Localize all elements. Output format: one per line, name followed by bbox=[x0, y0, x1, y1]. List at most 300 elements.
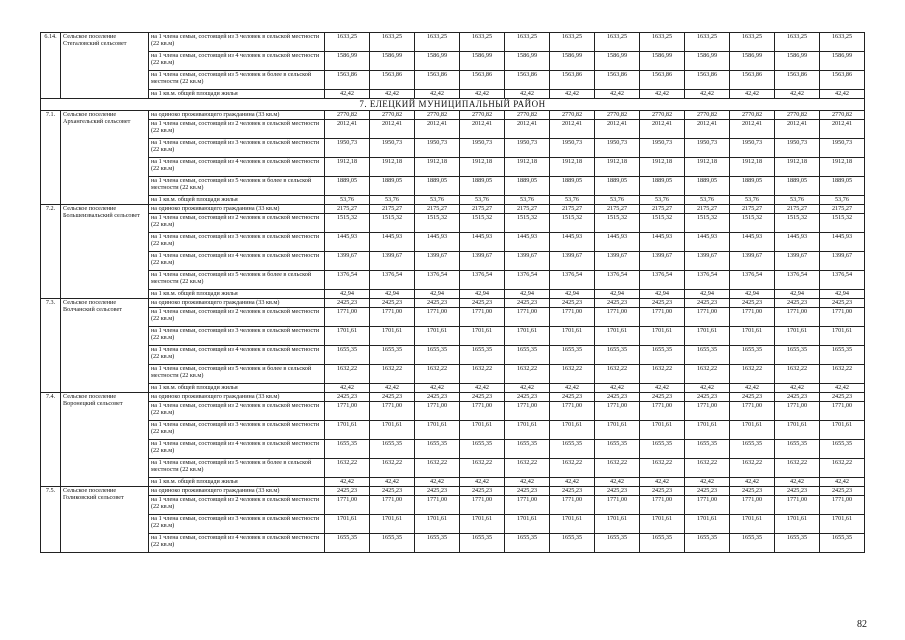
cost-value: 1771,00 bbox=[460, 308, 505, 327]
cost-value: 1655,35 bbox=[415, 534, 460, 553]
cost-value: 2425,23 bbox=[325, 299, 370, 308]
cost-value: 1633,25 bbox=[370, 33, 415, 52]
cost-value: 2425,23 bbox=[775, 487, 820, 496]
settlement-code: 7.1. bbox=[41, 111, 61, 205]
cost-value: 1701,61 bbox=[505, 515, 550, 534]
cost-value: 1586,99 bbox=[730, 52, 775, 71]
cost-value: 2770,82 bbox=[550, 111, 595, 120]
cost-value: 1701,61 bbox=[685, 421, 730, 440]
cost-value: 42,94 bbox=[550, 290, 595, 299]
cost-value: 1771,00 bbox=[685, 496, 730, 515]
cost-value: 1771,00 bbox=[415, 402, 460, 421]
cost-value: 2425,23 bbox=[370, 393, 415, 402]
cost-value: 42,42 bbox=[370, 384, 415, 393]
cost-value: 1771,00 bbox=[370, 402, 415, 421]
cost-value: 1655,35 bbox=[730, 346, 775, 365]
cost-value: 1376,54 bbox=[505, 271, 550, 290]
cost-value: 1912,18 bbox=[550, 158, 595, 177]
cost-value: 2175,27 bbox=[820, 205, 865, 214]
cost-value: 1655,35 bbox=[730, 440, 775, 459]
cost-value: 2770,82 bbox=[505, 111, 550, 120]
cost-value: 1632,22 bbox=[550, 459, 595, 478]
norm-description: на 1 члена семьи, состоящей из 2 человек в сельской местности (22 кв.м) bbox=[149, 214, 325, 233]
table-row bbox=[41, 393, 865, 402]
cost-value: 1889,05 bbox=[505, 177, 550, 196]
cost-value: 42,42 bbox=[595, 90, 640, 99]
cost-value: 1563,86 bbox=[595, 71, 640, 90]
cost-value: 1912,18 bbox=[595, 158, 640, 177]
cost-value: 1655,35 bbox=[460, 440, 505, 459]
cost-value: 2770,82 bbox=[370, 111, 415, 120]
cost-value: 42,42 bbox=[775, 90, 820, 99]
cost-value: 53,76 bbox=[370, 196, 415, 205]
cost-value: 1771,00 bbox=[370, 308, 415, 327]
settlement-code: 6.14. bbox=[41, 33, 61, 99]
table-row bbox=[41, 158, 865, 177]
cost-value: 2425,23 bbox=[505, 299, 550, 308]
cost-value: 42,42 bbox=[460, 384, 505, 393]
cost-value: 2425,23 bbox=[640, 393, 685, 402]
cost-value: 53,76 bbox=[595, 196, 640, 205]
cost-value: 42,42 bbox=[820, 384, 865, 393]
cost-value: 1950,73 bbox=[505, 139, 550, 158]
cost-value: 1655,35 bbox=[820, 534, 865, 553]
cost-value: 1376,54 bbox=[415, 271, 460, 290]
cost-value: 1563,86 bbox=[505, 71, 550, 90]
cost-value: 1586,99 bbox=[640, 52, 685, 71]
cost-value: 1889,05 bbox=[460, 177, 505, 196]
cost-value: 1655,35 bbox=[415, 440, 460, 459]
cost-value: 1655,35 bbox=[325, 534, 370, 553]
norm-description: на 1 члена семьи, состоящей из 3 человек в сельской местности (22 кв.м) bbox=[149, 421, 325, 440]
settlement-code: 7.3. bbox=[41, 299, 61, 393]
section-title: 7. ЕЛЕЦКИЙ МУНИЦИПАЛЬНЫЙ РАЙОН bbox=[41, 99, 865, 111]
table-row bbox=[41, 139, 865, 158]
cost-value: 1771,00 bbox=[505, 308, 550, 327]
cost-value: 42,94 bbox=[640, 290, 685, 299]
table-row bbox=[41, 71, 865, 90]
norm-description: на 1 члена семьи, состоящей из 3 человек в сельской местности (22 кв.м) bbox=[149, 33, 325, 52]
cost-value: 1771,00 bbox=[730, 496, 775, 515]
cost-value: 1632,22 bbox=[730, 365, 775, 384]
cost-value: 1655,35 bbox=[460, 346, 505, 365]
cost-value: 1399,67 bbox=[775, 252, 820, 271]
cost-value: 42,42 bbox=[640, 478, 685, 487]
settlement-code: 7.2. bbox=[41, 205, 61, 299]
norm-description: на 1 члена семьи, состоящей из 4 человек в сельской местности (22 кв.м) bbox=[149, 534, 325, 553]
settlement-code: 7.4. bbox=[41, 393, 61, 487]
cost-value: 2012,41 bbox=[550, 120, 595, 139]
cost-value: 1701,61 bbox=[595, 327, 640, 346]
cost-value: 1701,61 bbox=[550, 421, 595, 440]
cost-value: 2425,23 bbox=[730, 299, 775, 308]
cost-value: 1771,00 bbox=[820, 308, 865, 327]
cost-value: 42,42 bbox=[820, 478, 865, 487]
table-row bbox=[41, 177, 865, 196]
cost-value: 1701,61 bbox=[460, 327, 505, 346]
cost-value: 1586,99 bbox=[550, 52, 595, 71]
cost-value: 1701,61 bbox=[325, 515, 370, 534]
settlement-name: Сельское поселение Волчанский сельсовет bbox=[61, 299, 149, 393]
cost-value: 1701,61 bbox=[550, 327, 595, 346]
cost-value: 2012,41 bbox=[595, 120, 640, 139]
cost-value: 1701,61 bbox=[595, 421, 640, 440]
cost-value: 42,94 bbox=[370, 290, 415, 299]
norm-description: на 1 члена семьи, состоящей из 2 человек в сельской местности (22 кв.м) bbox=[149, 402, 325, 421]
settlement-name: Сельское поселение Архангельский сельсовет bbox=[61, 111, 149, 205]
cost-value: 1445,93 bbox=[685, 233, 730, 252]
cost-value: 1399,67 bbox=[460, 252, 505, 271]
table-row bbox=[41, 365, 865, 384]
cost-value: 1655,35 bbox=[505, 346, 550, 365]
cost-value: 2425,23 bbox=[415, 487, 460, 496]
cost-value: 1701,61 bbox=[775, 421, 820, 440]
cost-value: 42,94 bbox=[730, 290, 775, 299]
cost-value: 1912,18 bbox=[820, 158, 865, 177]
cost-value: 1701,61 bbox=[820, 515, 865, 534]
cost-value: 1771,00 bbox=[640, 496, 685, 515]
cost-value: 1771,00 bbox=[550, 402, 595, 421]
table-row bbox=[41, 440, 865, 459]
cost-value: 1445,93 bbox=[730, 233, 775, 252]
cost-value: 2012,41 bbox=[775, 120, 820, 139]
cost-value: 1376,54 bbox=[775, 271, 820, 290]
cost-value: 1771,00 bbox=[325, 496, 370, 515]
table-row bbox=[41, 271, 865, 290]
cost-value: 1632,22 bbox=[820, 365, 865, 384]
cost-value: 42,42 bbox=[325, 384, 370, 393]
cost-value: 2425,23 bbox=[550, 393, 595, 402]
cost-value: 1771,00 bbox=[820, 496, 865, 515]
norm-description: на 1 члена семьи, состоящей из 3 человек в сельской местности (22 кв.м) bbox=[149, 515, 325, 534]
cost-value: 2012,41 bbox=[505, 120, 550, 139]
cost-value: 2425,23 bbox=[775, 393, 820, 402]
cost-value: 1771,00 bbox=[505, 402, 550, 421]
cost-value: 1771,00 bbox=[415, 308, 460, 327]
cost-value: 1563,86 bbox=[460, 71, 505, 90]
cost-value: 1912,18 bbox=[325, 158, 370, 177]
cost-value: 42,42 bbox=[550, 384, 595, 393]
cost-value: 2175,27 bbox=[325, 205, 370, 214]
cost-value: 1912,18 bbox=[505, 158, 550, 177]
cost-value: 1655,35 bbox=[370, 346, 415, 365]
cost-value: 2425,23 bbox=[595, 487, 640, 496]
cost-value: 2425,23 bbox=[685, 299, 730, 308]
cost-value: 42,42 bbox=[550, 478, 595, 487]
cost-value: 2012,41 bbox=[325, 120, 370, 139]
table-row bbox=[41, 308, 865, 327]
table-row bbox=[41, 205, 865, 214]
cost-value: 1701,61 bbox=[505, 327, 550, 346]
table-row bbox=[41, 496, 865, 515]
cost-value: 1632,22 bbox=[460, 459, 505, 478]
cost-value: 2425,23 bbox=[460, 299, 505, 308]
cost-value: 2770,82 bbox=[460, 111, 505, 120]
table-row bbox=[41, 33, 865, 52]
cost-value: 1771,00 bbox=[325, 308, 370, 327]
norm-description: на 1 члена семьи, состоящей из 4 человек в сельской местности (22 кв.м) bbox=[149, 252, 325, 271]
cost-value: 1515,32 bbox=[370, 214, 415, 233]
cost-value: 1399,67 bbox=[550, 252, 595, 271]
cost-value: 1701,61 bbox=[820, 327, 865, 346]
cost-value: 1889,05 bbox=[325, 177, 370, 196]
cost-value: 1633,25 bbox=[595, 33, 640, 52]
cost-value: 2012,41 bbox=[370, 120, 415, 139]
cost-value: 2012,41 bbox=[640, 120, 685, 139]
cost-value: 42,42 bbox=[595, 478, 640, 487]
cost-value: 42,94 bbox=[775, 290, 820, 299]
norm-description: на 1 члена семьи, состоящей из 2 человек в сельской местности (22 кв.м) bbox=[149, 496, 325, 515]
cost-value: 2425,23 bbox=[325, 487, 370, 496]
cost-value: 42,42 bbox=[730, 384, 775, 393]
cost-value: 1399,67 bbox=[595, 252, 640, 271]
cost-value: 1632,22 bbox=[685, 365, 730, 384]
settlement-name: Сельское поселение Голиковский сельсовет bbox=[61, 487, 149, 553]
cost-value: 1771,00 bbox=[415, 496, 460, 515]
cost-value: 1563,86 bbox=[820, 71, 865, 90]
cost-value: 1632,22 bbox=[325, 459, 370, 478]
cost-value: 1633,25 bbox=[775, 33, 820, 52]
cost-value: 42,42 bbox=[775, 384, 820, 393]
cost-value: 2175,27 bbox=[730, 205, 775, 214]
cost-value: 1889,05 bbox=[685, 177, 730, 196]
table-row bbox=[41, 290, 865, 299]
cost-value: 1655,35 bbox=[775, 440, 820, 459]
cost-value: 1563,86 bbox=[550, 71, 595, 90]
cost-value: 1515,32 bbox=[505, 214, 550, 233]
cost-value: 1632,22 bbox=[415, 459, 460, 478]
cost-value: 1563,86 bbox=[730, 71, 775, 90]
cost-value: 42,42 bbox=[730, 90, 775, 99]
cost-value: 2012,41 bbox=[460, 120, 505, 139]
cost-value: 1632,22 bbox=[415, 365, 460, 384]
cost-value: 53,76 bbox=[640, 196, 685, 205]
cost-value: 1771,00 bbox=[820, 402, 865, 421]
cost-value: 1701,61 bbox=[595, 515, 640, 534]
cost-value: 1889,05 bbox=[370, 177, 415, 196]
norm-description: на одиноко проживающего гражданина (33 кв.м) bbox=[149, 299, 325, 308]
cost-value: 2175,27 bbox=[415, 205, 460, 214]
cost-value: 1515,32 bbox=[325, 214, 370, 233]
cost-value: 1563,86 bbox=[775, 71, 820, 90]
cost-value: 1399,67 bbox=[370, 252, 415, 271]
cost-value: 2425,23 bbox=[640, 487, 685, 496]
cost-value: 2425,23 bbox=[505, 487, 550, 496]
norm-description: на 1 кв.м. общей площади жилья bbox=[149, 478, 325, 487]
cost-value: 1771,00 bbox=[685, 308, 730, 327]
cost-value: 53,76 bbox=[505, 196, 550, 205]
cost-value: 42,42 bbox=[730, 478, 775, 487]
cost-value: 1950,73 bbox=[685, 139, 730, 158]
cost-value: 1655,35 bbox=[325, 346, 370, 365]
cost-value: 2175,27 bbox=[685, 205, 730, 214]
cost-value: 2012,41 bbox=[685, 120, 730, 139]
cost-value: 2425,23 bbox=[460, 393, 505, 402]
cost-value: 1399,67 bbox=[685, 252, 730, 271]
cost-value: 1445,93 bbox=[505, 233, 550, 252]
table-row bbox=[41, 459, 865, 478]
norm-description: на 1 члена семьи, состоящей из 5 человек и более в сельской местности (22 кв.м) bbox=[149, 459, 325, 478]
cost-value: 42,42 bbox=[415, 478, 460, 487]
norm-description: на 1 члена семьи, состоящей из 3 человек в сельской местности (22 кв.м) bbox=[149, 139, 325, 158]
cost-value: 1563,86 bbox=[640, 71, 685, 90]
cost-value: 1889,05 bbox=[415, 177, 460, 196]
cost-value: 1655,35 bbox=[550, 440, 595, 459]
cost-value: 1701,61 bbox=[730, 515, 775, 534]
table-row bbox=[41, 90, 865, 99]
cost-value: 2425,23 bbox=[775, 299, 820, 308]
cost-value: 1563,86 bbox=[325, 71, 370, 90]
cost-value: 2425,23 bbox=[685, 393, 730, 402]
cost-value: 1633,25 bbox=[685, 33, 730, 52]
cost-value: 1701,61 bbox=[460, 515, 505, 534]
norm-description: на 1 члена семьи, состоящей из 3 человек в сельской местности (22 кв.м) bbox=[149, 327, 325, 346]
table-row bbox=[41, 120, 865, 139]
cost-value: 1771,00 bbox=[595, 402, 640, 421]
cost-value: 1771,00 bbox=[460, 496, 505, 515]
table-row bbox=[41, 52, 865, 71]
cost-value: 1950,73 bbox=[820, 139, 865, 158]
cost-value: 2012,41 bbox=[415, 120, 460, 139]
cost-value: 1771,00 bbox=[505, 496, 550, 515]
cost-value: 1399,67 bbox=[640, 252, 685, 271]
cost-value: 2425,23 bbox=[640, 299, 685, 308]
cost-value: 1376,54 bbox=[685, 271, 730, 290]
cost-value: 42,42 bbox=[550, 90, 595, 99]
norm-description: на одиноко проживающего гражданина (33 кв.м) bbox=[149, 487, 325, 496]
norm-description: на 1 кв.м. общей площади жилья bbox=[149, 290, 325, 299]
cost-value: 2425,23 bbox=[730, 393, 775, 402]
cost-value: 1701,61 bbox=[820, 421, 865, 440]
cost-value: 2770,82 bbox=[775, 111, 820, 120]
cost-value: 1515,32 bbox=[595, 214, 640, 233]
cost-value: 53,76 bbox=[820, 196, 865, 205]
cost-value: 2770,82 bbox=[685, 111, 730, 120]
cost-value: 1633,25 bbox=[550, 33, 595, 52]
cost-value: 53,76 bbox=[730, 196, 775, 205]
cost-value: 2770,82 bbox=[820, 111, 865, 120]
norm-description: на 1 члена семьи, состоящей из 5 человек и более в сельской местности (22 кв.м) bbox=[149, 271, 325, 290]
cost-value: 2770,82 bbox=[415, 111, 460, 120]
cost-value: 1912,18 bbox=[460, 158, 505, 177]
settlement-name: Сельское поселение Большеизвальский сельсовет bbox=[61, 205, 149, 299]
norm-description: на 1 члена семьи, состоящей из 4 человек в сельской местности (22 кв.м) bbox=[149, 52, 325, 71]
cost-value: 1771,00 bbox=[730, 308, 775, 327]
cost-value: 1515,32 bbox=[820, 214, 865, 233]
cost-value: 42,42 bbox=[370, 90, 415, 99]
cost-value: 2425,23 bbox=[820, 299, 865, 308]
table-row bbox=[41, 487, 865, 496]
cost-value: 1889,05 bbox=[820, 177, 865, 196]
cost-value: 2770,82 bbox=[595, 111, 640, 120]
table-row bbox=[41, 534, 865, 553]
cost-value: 1515,32 bbox=[775, 214, 820, 233]
cost-value: 2425,23 bbox=[415, 299, 460, 308]
table-row bbox=[41, 402, 865, 421]
cost-value: 1632,22 bbox=[595, 365, 640, 384]
cost-value: 42,42 bbox=[775, 478, 820, 487]
cost-value: 1701,61 bbox=[370, 327, 415, 346]
cost-value: 1701,61 bbox=[460, 421, 505, 440]
cost-value: 1950,73 bbox=[370, 139, 415, 158]
cost-value: 1655,35 bbox=[505, 440, 550, 459]
cost-value: 1632,22 bbox=[640, 459, 685, 478]
cost-value: 1912,18 bbox=[775, 158, 820, 177]
cost-value: 1912,18 bbox=[640, 158, 685, 177]
cost-value: 1655,35 bbox=[550, 346, 595, 365]
cost-value: 1701,61 bbox=[685, 515, 730, 534]
cost-value: 1586,99 bbox=[460, 52, 505, 71]
cost-value: 2175,27 bbox=[505, 205, 550, 214]
norm-description: на 1 члена семьи, состоящей из 2 человек в сельской местности (22 кв.м) bbox=[149, 120, 325, 139]
cost-value: 42,42 bbox=[685, 478, 730, 487]
cost-value: 1376,54 bbox=[595, 271, 640, 290]
cost-value: 1701,61 bbox=[415, 515, 460, 534]
cost-value: 2425,23 bbox=[370, 487, 415, 496]
cost-value: 1515,32 bbox=[640, 214, 685, 233]
cost-value: 1445,93 bbox=[595, 233, 640, 252]
cost-value: 1771,00 bbox=[685, 402, 730, 421]
cost-value: 1632,22 bbox=[730, 459, 775, 478]
cost-value: 53,76 bbox=[550, 196, 595, 205]
cost-value: 1950,73 bbox=[595, 139, 640, 158]
cost-value: 1912,18 bbox=[415, 158, 460, 177]
cost-value: 1655,35 bbox=[325, 440, 370, 459]
cost-value: 1889,05 bbox=[550, 177, 595, 196]
cost-value: 1399,67 bbox=[325, 252, 370, 271]
cost-value: 1632,22 bbox=[775, 365, 820, 384]
cost-value: 42,42 bbox=[460, 90, 505, 99]
norm-description: на 1 члена семьи, состоящей из 5 человек и более в сельской местности (22 кв.м) bbox=[149, 365, 325, 384]
cost-value: 42,94 bbox=[325, 290, 370, 299]
cost-value: 1445,93 bbox=[325, 233, 370, 252]
cost-value: 1655,35 bbox=[775, 346, 820, 365]
table-row bbox=[41, 515, 865, 534]
cost-value: 1912,18 bbox=[730, 158, 775, 177]
cost-value: 2425,23 bbox=[595, 299, 640, 308]
cost-value: 1445,93 bbox=[415, 233, 460, 252]
cost-value: 1586,99 bbox=[325, 52, 370, 71]
cost-value: 42,94 bbox=[595, 290, 640, 299]
cost-value: 1771,00 bbox=[460, 402, 505, 421]
cost-value: 2425,23 bbox=[325, 393, 370, 402]
cost-value: 2175,27 bbox=[775, 205, 820, 214]
cost-value: 1655,35 bbox=[775, 534, 820, 553]
cost-value: 1655,35 bbox=[820, 440, 865, 459]
cost-value: 1563,86 bbox=[415, 71, 460, 90]
cost-value: 1515,32 bbox=[550, 214, 595, 233]
cost-value: 1586,99 bbox=[505, 52, 550, 71]
cost-value: 1771,00 bbox=[595, 496, 640, 515]
cost-value: 1771,00 bbox=[775, 308, 820, 327]
cost-value: 1633,25 bbox=[640, 33, 685, 52]
cost-value: 1771,00 bbox=[370, 496, 415, 515]
cost-value: 53,76 bbox=[685, 196, 730, 205]
cost-value: 2425,23 bbox=[415, 393, 460, 402]
cost-value: 42,42 bbox=[640, 384, 685, 393]
cost-value: 42,94 bbox=[415, 290, 460, 299]
cost-value: 1655,35 bbox=[505, 534, 550, 553]
norm-description: на 1 члена семьи, состоящей из 3 человек в сельской местности (22 кв.м) bbox=[149, 233, 325, 252]
section-row bbox=[41, 99, 865, 111]
cost-value: 1445,93 bbox=[370, 233, 415, 252]
cost-value: 1376,54 bbox=[370, 271, 415, 290]
cost-value: 1399,67 bbox=[415, 252, 460, 271]
cost-value: 1632,22 bbox=[370, 459, 415, 478]
cost-value: 42,42 bbox=[460, 478, 505, 487]
cost-value: 42,42 bbox=[415, 384, 460, 393]
cost-value: 1586,99 bbox=[685, 52, 730, 71]
